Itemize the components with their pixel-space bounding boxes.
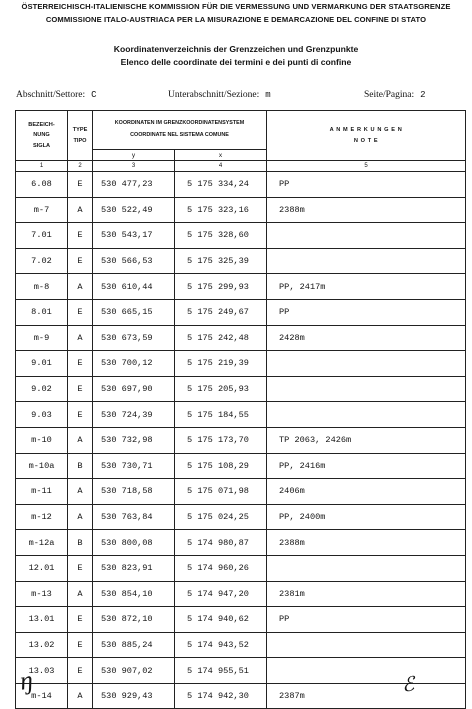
y-coordinate-cell: 530 673,59 [93, 325, 175, 351]
note-cell: 2388m [267, 197, 466, 223]
y-coordinate-cell: 530 665,15 [93, 299, 175, 325]
table-row [16, 555, 466, 581]
header-notes [267, 111, 466, 161]
subsection-field [168, 90, 271, 100]
table-row [16, 248, 466, 274]
type-cell: E [68, 658, 93, 684]
header-type-it: TIPO [73, 137, 87, 144]
y-coordinate-cell: 530 872,10 [93, 607, 175, 633]
header-notes-de: A N M E R K U N G E N [329, 126, 403, 133]
table-row [16, 351, 466, 377]
type-cell: A [68, 274, 93, 300]
header-sigla-de2: NUNG [33, 132, 50, 139]
note-cell [267, 223, 466, 249]
type-cell: A [68, 197, 93, 223]
y-coordinate-cell: 530 543,17 [93, 223, 175, 249]
header-notes-it: N O T E [353, 137, 379, 144]
section-value: C [91, 90, 97, 100]
table-header-row [16, 111, 466, 150]
subsection-value: m [265, 90, 271, 100]
x-coordinate-cell: 5 174 947,20 [175, 581, 267, 607]
table-row [16, 427, 466, 453]
note-cell [267, 658, 466, 684]
y-coordinate-cell: 530 730,71 [93, 453, 175, 479]
header-coordinates [93, 111, 267, 150]
note-cell [267, 248, 466, 274]
sigla-cell: 13.01 [16, 607, 68, 633]
page-label: Seite/Pagina: [364, 90, 415, 100]
x-coordinate-cell: 5 175 325,39 [175, 248, 267, 274]
x-coordinate-cell: 5 175 071,98 [175, 479, 267, 505]
y-coordinate-cell: 530 907,02 [93, 658, 175, 684]
table-row [16, 504, 466, 530]
table-row [16, 479, 466, 505]
y-coordinate-cell: 530 718,58 [93, 479, 175, 505]
document-title-it: Elenco delle coordinate dei termini e dei punti di confine [120, 57, 352, 67]
sigla-cell: 13.02 [16, 632, 68, 658]
header-sigla-it: SIGLA [32, 142, 51, 149]
sigla-cell: m-14 [16, 683, 68, 709]
type-cell: A [68, 581, 93, 607]
y-coordinate-cell: 530 800,08 [93, 530, 175, 556]
section-label: Abschnitt/Settore: [16, 90, 86, 100]
sigla-cell: m-13 [16, 581, 68, 607]
type-cell: E [68, 632, 93, 658]
x-coordinate-cell: 5 175 323,16 [175, 197, 267, 223]
x-coordinate-cell: 5 174 980,87 [175, 530, 267, 556]
sigla-cell: 7.01 [16, 223, 68, 249]
table-row [16, 172, 466, 198]
table-row [16, 530, 466, 556]
sigla-cell: m-10 [16, 427, 68, 453]
x-coordinate-cell: 5 175 173,70 [175, 427, 267, 453]
y-coordinate-cell: 530 823,91 [93, 555, 175, 581]
x-coordinate-cell: 5 174 942,30 [175, 683, 267, 709]
type-cell: E [68, 376, 93, 402]
x-coordinate-cell: 5 174 940,62 [175, 607, 267, 633]
signature-right: ℰ [401, 673, 416, 697]
x-coordinate-cell: 5 175 205,93 [175, 376, 267, 402]
header-type [68, 111, 93, 161]
sigla-cell: m-7 [16, 197, 68, 223]
type-cell: E [68, 223, 93, 249]
type-cell: E [68, 402, 93, 428]
x-coordinate-cell: 5 175 024,25 [175, 504, 267, 530]
header-x: x [175, 150, 267, 161]
table-row [16, 632, 466, 658]
sigla-cell: 7.02 [16, 248, 68, 274]
table-row [16, 197, 466, 223]
note-cell: 2406m [267, 479, 466, 505]
y-coordinate-cell: 530 700,12 [93, 351, 175, 377]
note-cell [267, 555, 466, 581]
x-coordinate-cell: 5 175 242,48 [175, 325, 267, 351]
sigla-cell: 9.02 [16, 376, 68, 402]
table-row [16, 683, 466, 709]
y-coordinate-cell: 530 763,84 [93, 504, 175, 530]
sigla-cell: 6.08 [16, 172, 68, 198]
header-coord-de: KOORDINATEN IM GRENZKOORDINATENSYSTEM [114, 120, 245, 127]
sigla-cell: m-10a [16, 453, 68, 479]
note-cell: 2428m [267, 325, 466, 351]
x-coordinate-cell: 5 174 955,51 [175, 658, 267, 684]
document-title-de: Koordinatenverzeichnis der Grenzzeichen und Grenzpunkte [113, 44, 359, 54]
sigla-cell: m-12a [16, 530, 68, 556]
note-cell: PP [267, 172, 466, 198]
y-coordinate-cell: 530 885,24 [93, 632, 175, 658]
y-coordinate-cell: 530 610,44 [93, 274, 175, 300]
type-cell: E [68, 299, 93, 325]
type-cell: A [68, 325, 93, 351]
table-row [16, 299, 466, 325]
note-cell: 2387m [267, 683, 466, 709]
coordinate-table [15, 110, 466, 709]
note-cell [267, 402, 466, 428]
table-row [16, 607, 466, 633]
note-cell: 2388m [267, 530, 466, 556]
subsection-label: Unterabschnitt/Sezione: [168, 90, 260, 100]
y-coordinate-cell: 530 566,53 [93, 248, 175, 274]
table-row [16, 376, 466, 402]
y-coordinate-cell: 530 522,49 [93, 197, 175, 223]
header-sigla [16, 111, 68, 161]
y-coordinate-cell: 530 697,90 [93, 376, 175, 402]
sigla-cell: 9.03 [16, 402, 68, 428]
type-cell: E [68, 607, 93, 633]
type-cell: E [68, 351, 93, 377]
y-coordinate-cell: 530 732,98 [93, 427, 175, 453]
section-field [16, 90, 97, 100]
sigla-cell: m-12 [16, 504, 68, 530]
type-cell: E [68, 248, 93, 274]
header-type-de: TYPE [72, 126, 88, 133]
sigla-cell: 8.01 [16, 299, 68, 325]
table-row [16, 658, 466, 684]
type-cell: E [68, 555, 93, 581]
header-y: y [93, 150, 175, 161]
y-coordinate-cell: 530 477,23 [93, 172, 175, 198]
type-cell: E [68, 172, 93, 198]
table-row [16, 274, 466, 300]
x-coordinate-cell: 5 174 960,26 [175, 555, 267, 581]
table-row [16, 581, 466, 607]
note-cell: PP [267, 299, 466, 325]
sigla-cell: 12.01 [16, 555, 68, 581]
type-cell: B [68, 530, 93, 556]
type-cell: B [68, 453, 93, 479]
type-cell: A [68, 504, 93, 530]
note-cell [267, 376, 466, 402]
col-number-3: 3 [93, 161, 175, 172]
sigla-cell: m-8 [16, 274, 68, 300]
x-coordinate-cell: 5 175 334,24 [175, 172, 267, 198]
x-coordinate-cell: 5 175 328,60 [175, 223, 267, 249]
sigla-cell: m-11 [16, 479, 68, 505]
note-cell: PP, 2417m [267, 274, 466, 300]
table-row [16, 402, 466, 428]
column-number-row [16, 161, 466, 172]
note-cell: PP, 2416m [267, 453, 466, 479]
x-coordinate-cell: 5 175 249,67 [175, 299, 267, 325]
x-coordinate-cell: 5 175 184,55 [175, 402, 267, 428]
y-coordinate-cell: 530 929,43 [93, 683, 175, 709]
commission-title-it: COMMISSIONE ITALO-AUSTRIACA PER LA MISURAZIONE E DEMARCAZIONE DEL CONFINE DI STATO [45, 15, 427, 24]
col-number-1: 1 [16, 161, 68, 172]
table-row [16, 453, 466, 479]
sigla-cell: 13.03 [16, 658, 68, 684]
page-value: 2 [420, 90, 426, 100]
x-coordinate-cell: 5 175 299,93 [175, 274, 267, 300]
note-cell [267, 632, 466, 658]
page-field [364, 90, 426, 100]
signature-left: ŋ [17, 665, 35, 696]
note-cell: TP 2063, 2426m [267, 427, 466, 453]
col-number-2: 2 [68, 161, 93, 172]
x-coordinate-cell: 5 174 943,52 [175, 632, 267, 658]
note-cell: PP, 2400m [267, 504, 466, 530]
table-row [16, 223, 466, 249]
y-coordinate-cell: 530 854,10 [93, 581, 175, 607]
header-sigla-de: BEZEICH- [28, 121, 55, 128]
type-cell: A [68, 427, 93, 453]
commission-title-de: ÖSTERREICHISCH-ITALIENISCHE KOMMISSION FÜR DIE VERMESSUNG UND VERMARKUNG DER STAATSGRENZE [21, 2, 451, 11]
note-cell [267, 351, 466, 377]
x-coordinate-cell: 5 175 108,29 [175, 453, 267, 479]
table-row [16, 325, 466, 351]
x-coordinate-cell: 5 175 219,39 [175, 351, 267, 377]
type-cell: A [68, 479, 93, 505]
sigla-cell: m-9 [16, 325, 68, 351]
type-cell: A [68, 683, 93, 709]
note-cell: PP [267, 607, 466, 633]
col-number-5: 5 [267, 161, 466, 172]
sigla-cell: 9.01 [16, 351, 68, 377]
y-coordinate-cell: 530 724,39 [93, 402, 175, 428]
col-number-4: 4 [175, 161, 267, 172]
header-coord-it: COORDINATE NEL SISTEMA COMUNE [130, 132, 229, 138]
note-cell: 2381m [267, 581, 466, 607]
